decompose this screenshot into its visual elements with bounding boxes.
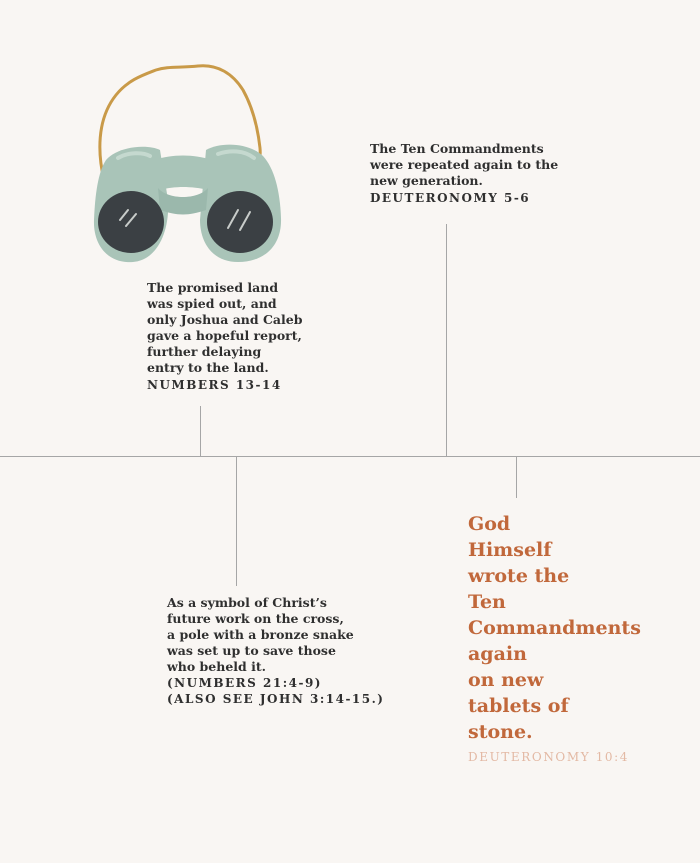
callout-line: stone. (468, 721, 533, 743)
callout-line: God (468, 513, 511, 535)
connector-deut-5 (446, 224, 447, 456)
callout-line: Commandments (468, 617, 641, 639)
scripture-reference: DEUTERONOMY 5-6 (370, 191, 531, 205)
note-line: was set up to save those (167, 643, 336, 658)
note-deut-5 (370, 141, 558, 206)
note-line: gave a hopeful report, (147, 328, 302, 343)
note-line: only Joshua and Caleb (147, 312, 303, 327)
scripture-reference: (ALSO SEE JOHN 3:14-15.) (167, 692, 385, 706)
note-line: new generation. (370, 173, 483, 188)
note-line: was spied out, and (147, 296, 277, 311)
note-line: a pole with a bronze snake (167, 627, 354, 642)
scripture-reference: (NUMBERS 21:4-9) (167, 676, 322, 690)
note-line: As a symbol of Christ’s (167, 595, 327, 610)
note-numbers-13 (147, 280, 302, 393)
note-line: entry to the land. (147, 360, 269, 375)
binoculars-icon (88, 60, 288, 265)
callout-quote (468, 511, 641, 745)
callout-line: wrote the (468, 565, 570, 587)
callout-line: again (468, 643, 527, 665)
note-numbers-21 (167, 595, 385, 707)
callout-line: Himself (468, 539, 552, 561)
connector-deut-10 (516, 456, 517, 498)
callout-line: Ten (468, 591, 506, 613)
callout-line: on new (468, 669, 544, 691)
note-line: further delaying (147, 344, 262, 359)
note-line: future work on the cross, (167, 611, 344, 626)
callout-reference: DEUTERONOMY 10:4 (468, 750, 630, 764)
timeline-axis (0, 456, 700, 457)
note-line: were repeated again to the (370, 157, 559, 172)
callout-line: tablets of (468, 695, 569, 717)
note-line: The promised land (147, 280, 279, 295)
note-line: who beheld it. (167, 659, 266, 674)
connector-numbers-13 (200, 406, 201, 456)
connector-numbers-21 (236, 456, 237, 586)
note-line: The Ten Commandments (370, 141, 544, 156)
scripture-reference: NUMBERS 13-14 (147, 378, 282, 392)
